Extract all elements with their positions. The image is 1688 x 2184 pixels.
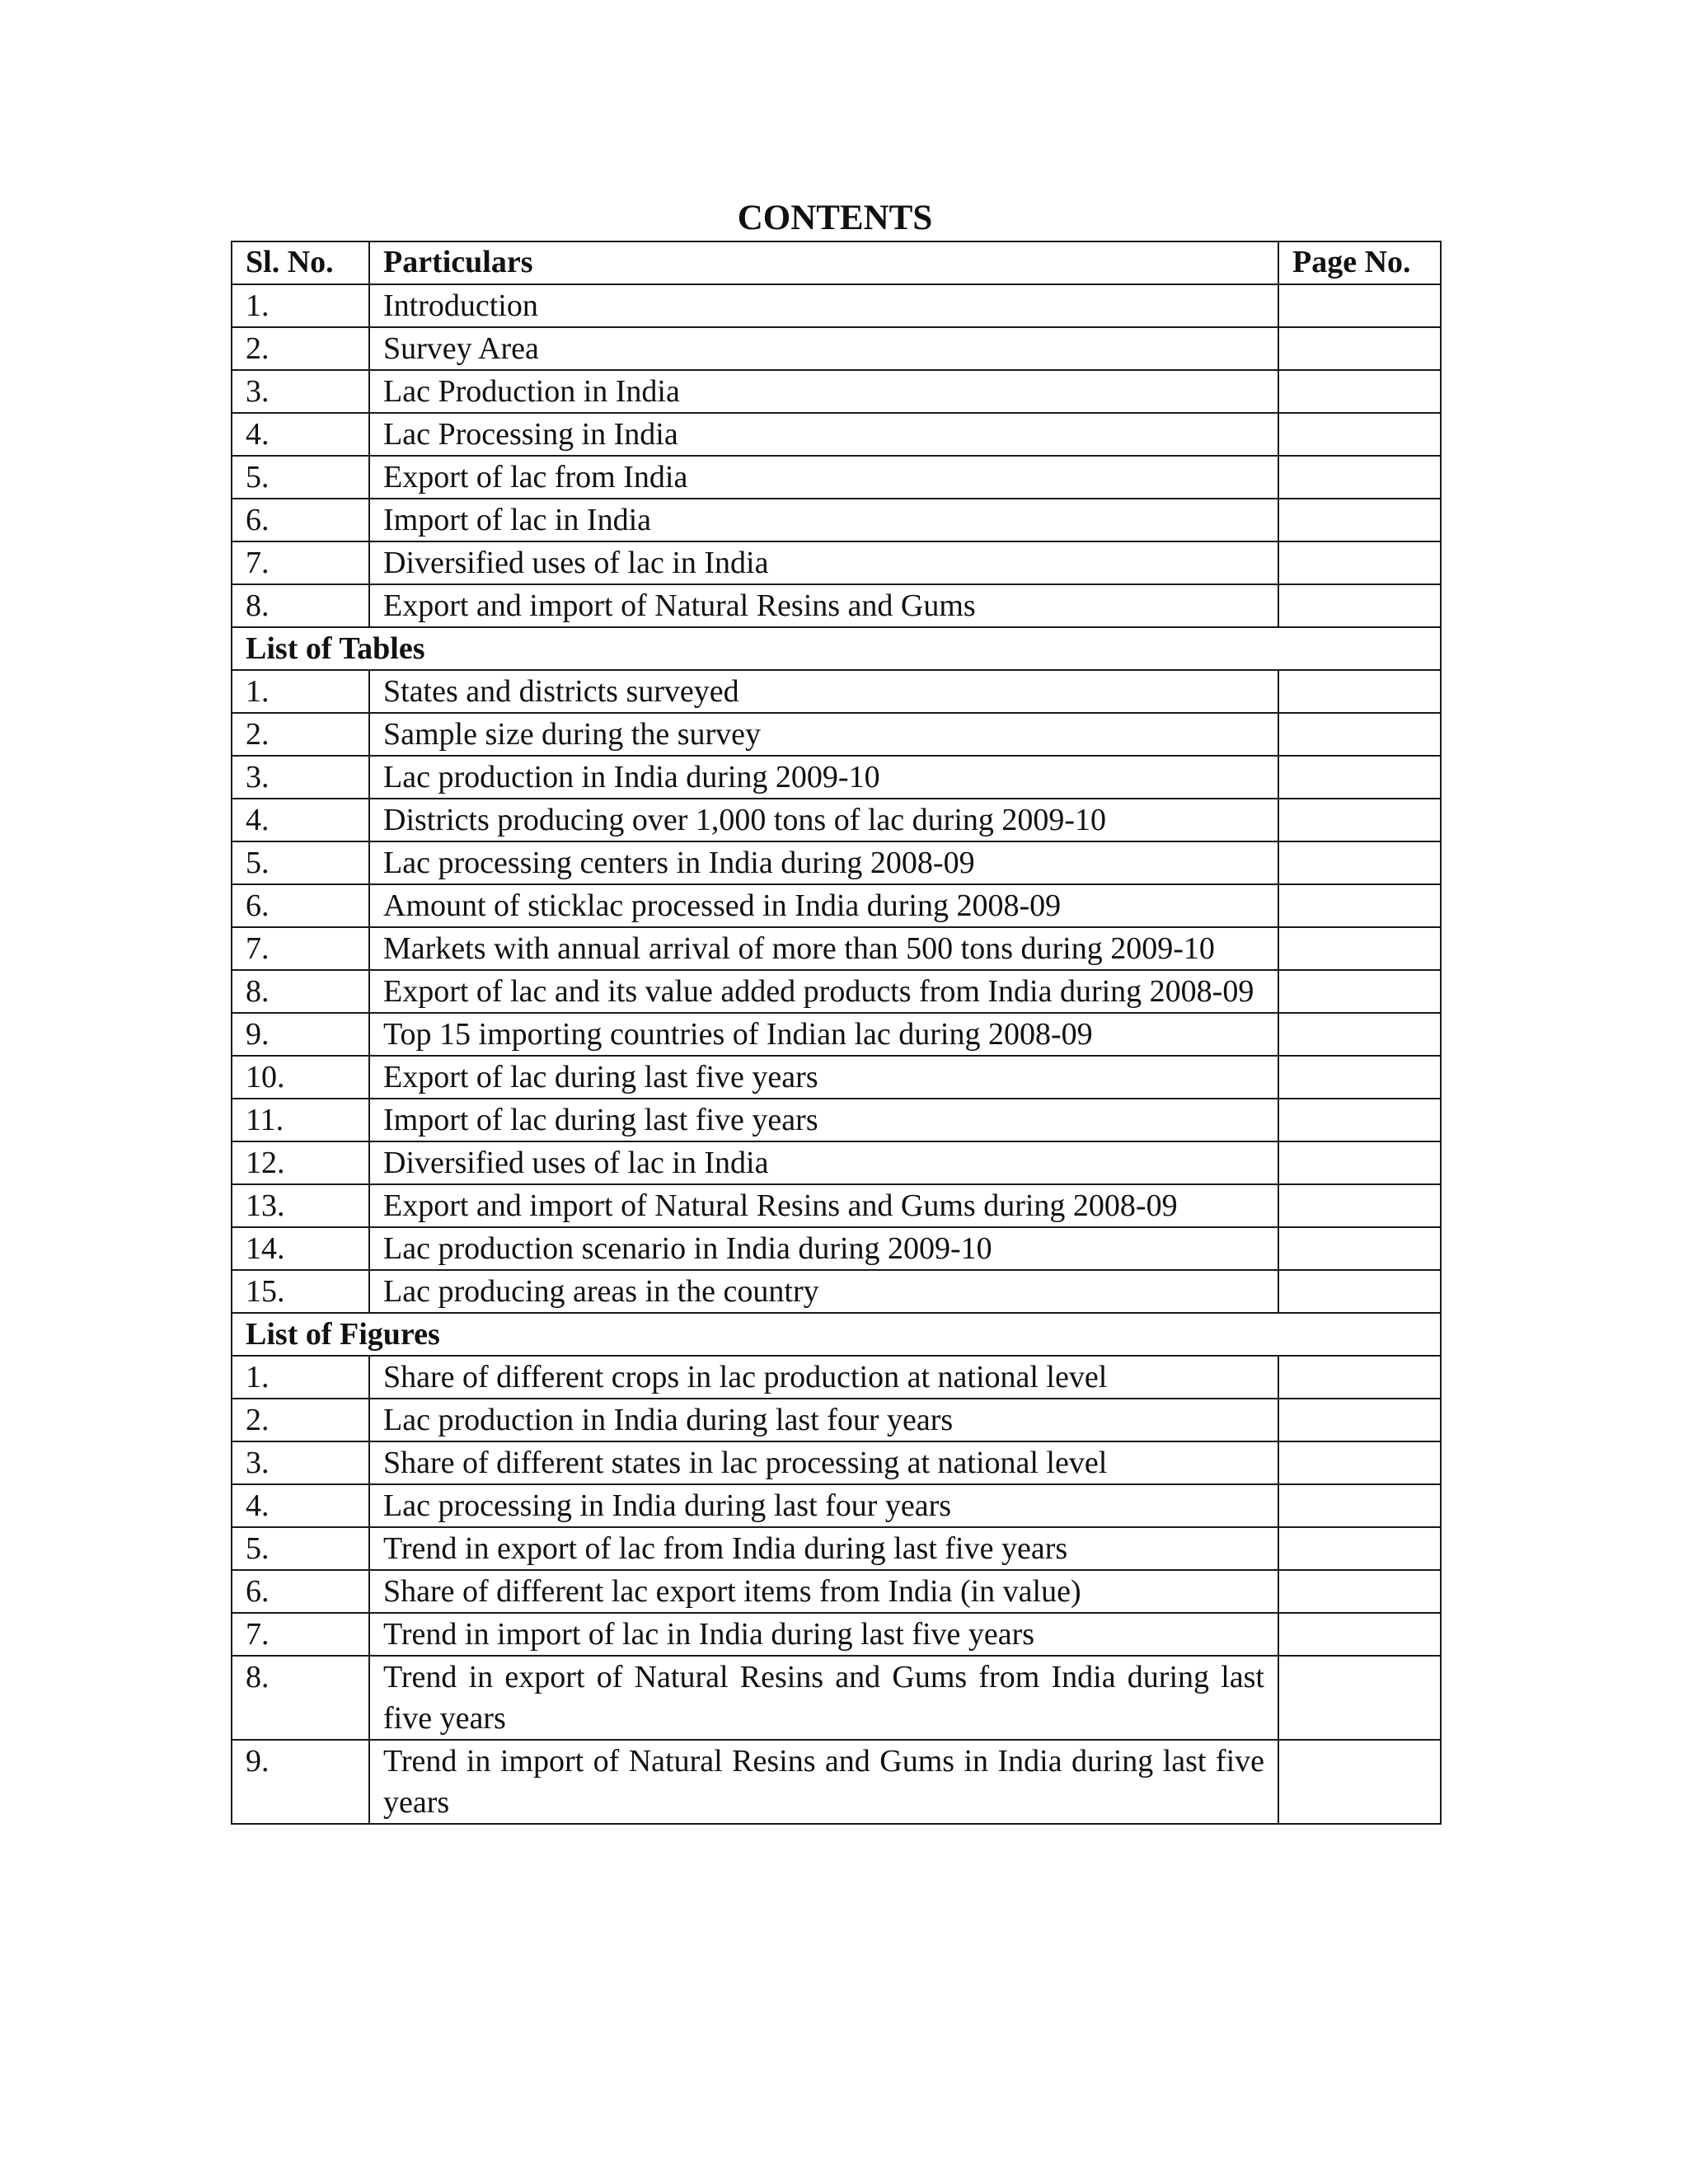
table-entry-number: 14.	[232, 1227, 369, 1270]
list-of-tables-heading-row	[232, 627, 1441, 670]
figure-entry-number: 4.	[232, 1484, 369, 1527]
chapter-number: 7.	[232, 541, 369, 584]
figure-entry-row	[232, 1527, 1441, 1570]
particulars-header: Particulars	[369, 241, 1278, 284]
chapter-title: Introduction	[369, 284, 1278, 327]
figure-entry-page-number	[1278, 1484, 1441, 1527]
figure-entry-row	[232, 1570, 1441, 1613]
list-of-tables-heading: List of Tables	[232, 627, 1441, 670]
table-entry-page-number	[1278, 1099, 1441, 1141]
table-entry-page-number	[1278, 1056, 1441, 1099]
chapter-page-number	[1278, 370, 1441, 413]
table-entry-title: Lac processing centers in India during 2008-09	[369, 841, 1278, 884]
chapter-number: 3.	[232, 370, 369, 413]
list-of-figures-heading: List of Figures	[232, 1313, 1441, 1356]
table-entry-title: Lac production scenario in India during 2009-10	[369, 1227, 1278, 1270]
table-entry-number: 12.	[232, 1141, 369, 1184]
table-entry-row	[232, 799, 1441, 841]
figure-entry-page-number	[1278, 1613, 1441, 1656]
table-entry-row	[232, 1184, 1441, 1227]
table-entry-row	[232, 713, 1441, 756]
table-entry-row	[232, 1227, 1441, 1270]
header-row	[232, 241, 1441, 284]
chapter-title: Survey Area	[369, 327, 1278, 370]
figure-entry-row	[232, 1613, 1441, 1656]
table-entry-row	[232, 1270, 1441, 1313]
table-entry-row	[232, 1056, 1441, 1099]
figure-entry-row	[232, 1484, 1441, 1527]
figure-entry-title: Lac processing in India during last four years	[369, 1484, 1278, 1527]
figure-entry-page-number	[1278, 1656, 1441, 1740]
table-entry-row	[232, 1141, 1441, 1184]
chapter-page-number	[1278, 499, 1441, 541]
table-entry-title: Markets with annual arrival of more than 500 tons during 2009-10	[369, 927, 1278, 970]
chapter-row	[232, 541, 1441, 584]
table-entry-page-number	[1278, 1270, 1441, 1313]
table-entry-number: 13.	[232, 1184, 369, 1227]
table-entry-row	[232, 841, 1441, 884]
table-entry-number: 9.	[232, 1013, 369, 1056]
chapter-page-number	[1278, 327, 1441, 370]
table-entry-page-number	[1278, 670, 1441, 713]
figure-entry-number: 7.	[232, 1613, 369, 1656]
table-entry-title: Export of lac during last five years	[369, 1056, 1278, 1099]
table-entry-page-number	[1278, 799, 1441, 841]
table-entry-number: 8.	[232, 970, 369, 1013]
chapter-row	[232, 370, 1441, 413]
chapter-title: Import of lac in India	[369, 499, 1278, 541]
table-entry-number: 4.	[232, 799, 369, 841]
figure-entry-page-number	[1278, 1740, 1441, 1824]
figure-entry-number: 6.	[232, 1570, 369, 1613]
table-entry-title: Top 15 importing countries of Indian lac during 2008-09	[369, 1013, 1278, 1056]
chapter-title: Export of lac from India	[369, 456, 1278, 499]
figure-entry-title: Trend in import of Natural Resins and Gums in India during last five years	[369, 1740, 1278, 1824]
figure-entry-title: Lac production in India during last four years	[369, 1399, 1278, 1441]
contents-table	[231, 241, 1442, 1825]
chapter-row	[232, 584, 1441, 627]
table-entry-number: 11.	[232, 1099, 369, 1141]
figure-entry-page-number	[1278, 1356, 1441, 1399]
table-entry-page-number	[1278, 1141, 1441, 1184]
chapter-title: Lac Production in India	[369, 370, 1278, 413]
figure-entry-number: 9.	[232, 1740, 369, 1824]
table-entry-number: 5.	[232, 841, 369, 884]
table-entry-title: Diversified uses of lac in India	[369, 1141, 1278, 1184]
table-entry-page-number	[1278, 1227, 1441, 1270]
table-entry-page-number	[1278, 841, 1441, 884]
chapter-row	[232, 456, 1441, 499]
chapter-page-number	[1278, 541, 1441, 584]
table-entry-row	[232, 970, 1441, 1013]
table-entry-row	[232, 1013, 1441, 1056]
table-entry-title: Amount of sticklac processed in India during 2008-09	[369, 884, 1278, 927]
list-of-figures-heading-row	[232, 1313, 1441, 1356]
figure-entry-page-number	[1278, 1399, 1441, 1441]
chapter-row	[232, 499, 1441, 541]
table-entry-number: 15.	[232, 1270, 369, 1313]
table-entry-number: 6.	[232, 884, 369, 927]
table-entry-title: Lac producing areas in the country	[369, 1270, 1278, 1313]
chapter-title: Export and import of Natural Resins and Gums	[369, 584, 1278, 627]
page-title: CONTENTS	[737, 199, 933, 237]
figure-entry-page-number	[1278, 1527, 1441, 1570]
chapter-number: 5.	[232, 456, 369, 499]
chapter-number: 8.	[232, 584, 369, 627]
table-entry-number: 3.	[232, 756, 369, 799]
chapter-row	[232, 413, 1441, 456]
figure-entry-number: 5.	[232, 1527, 369, 1570]
chapter-title: Diversified uses of lac in India	[369, 541, 1278, 584]
chapter-number: 1.	[232, 284, 369, 327]
figure-entry-title: Share of different lac export items from India (in value)	[369, 1570, 1278, 1613]
chapter-page-number	[1278, 456, 1441, 499]
figure-entry-title: Share of different crops in lac production at national level	[369, 1356, 1278, 1399]
chapter-row	[232, 327, 1441, 370]
chapter-number: 6.	[232, 499, 369, 541]
chapter-title: Lac Processing in India	[369, 413, 1278, 456]
chapter-page-number	[1278, 584, 1441, 627]
table-entry-row	[232, 884, 1441, 927]
sl-no-header: Sl. No.	[232, 241, 369, 284]
figure-entry-title: Trend in import of lac in India during last five years	[369, 1613, 1278, 1656]
figure-entry-number: 8.	[232, 1656, 369, 1740]
table-entry-number: 1.	[232, 670, 369, 713]
table-entry-number: 2.	[232, 713, 369, 756]
table-entry-row	[232, 670, 1441, 713]
table-entry-number: 10.	[232, 1056, 369, 1099]
figure-entry-number: 2.	[232, 1399, 369, 1441]
figure-entry-row	[232, 1356, 1441, 1399]
figure-entry-title: Trend in export of Natural Resins and Gums from India during last five years	[369, 1656, 1278, 1740]
figure-entry-row	[232, 1656, 1441, 1740]
table-entry-row	[232, 927, 1441, 970]
table-entry-page-number	[1278, 1184, 1441, 1227]
figure-entry-title: Trend in export of lac from India during last five years	[369, 1527, 1278, 1570]
table-entry-page-number	[1278, 970, 1441, 1013]
figure-entry-row	[232, 1441, 1441, 1484]
table-entry-title: Import of lac during last five years	[369, 1099, 1278, 1141]
table-entry-page-number	[1278, 756, 1441, 799]
figure-entry-page-number	[1278, 1441, 1441, 1484]
table-entry-title: Districts producing over 1,000 tons of lac during 2009-10	[369, 799, 1278, 841]
table-entry-row	[232, 1099, 1441, 1141]
table-entry-title: Sample size during the survey	[369, 713, 1278, 756]
table-entry-page-number	[1278, 927, 1441, 970]
figure-entry-number: 3.	[232, 1441, 369, 1484]
chapter-number: 4.	[232, 413, 369, 456]
figure-entry-row	[232, 1399, 1441, 1441]
figure-entry-row	[232, 1740, 1441, 1824]
page-no-header: Page No.	[1278, 241, 1441, 284]
table-entry-title: States and districts surveyed	[369, 670, 1278, 713]
figure-entry-page-number	[1278, 1570, 1441, 1613]
table-entry-page-number	[1278, 1013, 1441, 1056]
table-entry-title: Lac production in India during 2009-10	[369, 756, 1278, 799]
table-entry-page-number	[1278, 713, 1441, 756]
contents-body	[232, 284, 1441, 1824]
table-entry-page-number	[1278, 884, 1441, 927]
figure-entry-title: Share of different states in lac processing at national level	[369, 1441, 1278, 1484]
figure-entry-number: 1.	[232, 1356, 369, 1399]
table-entry-number: 7.	[232, 927, 369, 970]
chapter-row	[232, 284, 1441, 327]
chapter-page-number	[1278, 284, 1441, 327]
table-entry-row	[232, 756, 1441, 799]
chapter-number: 2.	[232, 327, 369, 370]
table-entry-title: Export and import of Natural Resins and Gums during 2008-09	[369, 1184, 1278, 1227]
chapter-page-number	[1278, 413, 1441, 456]
table-entry-title: Export of lac and its value added products from India during 2008-09	[369, 970, 1278, 1013]
